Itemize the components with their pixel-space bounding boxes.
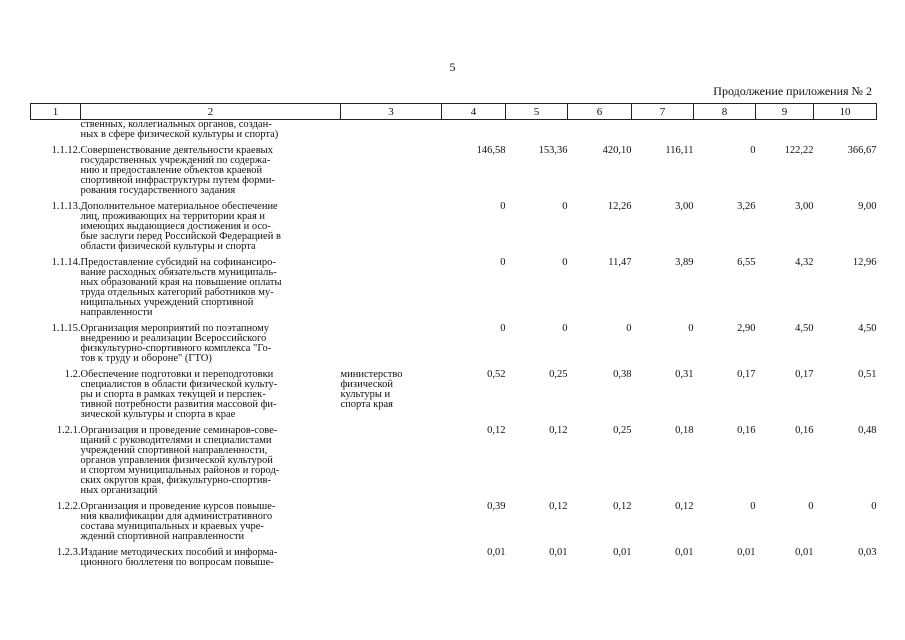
row-description [81,324,341,364]
row-description [81,146,341,196]
description-line: состава муниципальных и краевых учре- [80,521,264,532]
description-line: имеющих выдающиеся достижения и осо- [80,221,271,232]
description-line: рования государственного задания [80,185,236,196]
value-cell: 0 [871,501,877,512]
table-row [31,502,877,542]
responsible-line: спорта края [340,399,393,410]
description-line: ниципальных учреждений спортивной [80,297,254,308]
value-cell: 146,58 [476,145,506,156]
description-line: нию и предоставление объектов краевой [80,165,263,176]
value-cell: 366,67 [847,145,877,156]
responsible-line: министерство [340,369,403,380]
value-cell: 3,00 [795,201,814,212]
description-line: ционного бюллетеня по вопросам повыше- [80,557,274,568]
table-row [31,202,877,252]
table-row [31,324,877,364]
value-cell: 9,00 [858,201,877,212]
value-cell: 153,36 [538,145,568,156]
value-cell: 420,10 [602,145,632,156]
table-row [31,370,877,420]
description-line: ры и спорта в рамках текущей и перспек- [80,389,266,400]
value-cell: 0 [500,323,506,334]
row-code: 1.2.3. [56,547,81,558]
responsible-line: культуры и [340,389,391,400]
row-description [81,548,341,568]
row-description [81,370,341,420]
description-line: Дополнительное материальное обеспечение [80,201,278,212]
description-line: тивной потребности развития массовой фи- [80,399,277,410]
value-cell: 0,52 [487,369,506,380]
description-line: щаний с руководителями и специалистами [80,435,272,446]
column-number: 9 [756,104,814,120]
description-line: и спортом муниципальных районов и город- [80,465,280,476]
value-cell: 12,26 [607,201,632,212]
description-line: ных образований края на повышение оплаты [80,277,282,288]
value-cell: 0 [562,257,568,268]
value-cell: 0,17 [737,369,756,380]
row-responsible [341,548,442,568]
description-line: Организация мероприятий по поэтапному [80,323,270,334]
row-responsible [341,120,442,141]
row-code: 1.1.12. [51,145,81,156]
description-line: направленности [80,307,153,318]
value-cell: 4,50 [795,323,814,334]
value-cell: 0 [750,145,756,156]
value-cell: 12,96 [852,257,877,268]
value-cell: 0 [750,501,756,512]
description-line: труда отдельных категорий работников му- [80,287,274,298]
column-number-row [31,104,877,120]
table-row [31,258,877,318]
value-cell: 116,11 [665,145,694,156]
description-line: Предоставление субсидий на софинансиро- [80,257,276,268]
value-cell: 0,01 [487,547,506,558]
description-line: лиц, проживающих на территории края и [80,211,266,222]
description-line: ных организаций [80,485,158,496]
value-cell: 0,25 [613,425,632,436]
column-number: 1 [31,104,81,120]
value-cell: 0,16 [795,425,814,436]
column-number: 4 [442,104,506,120]
description-line: Издание методических пособий и информа- [80,547,278,558]
value-cell: 0,01 [675,547,694,558]
row-code: 1.1.14. [51,257,81,268]
value-cell: 0,01 [613,547,632,558]
value-cell [632,120,694,141]
value-cell: 0,25 [549,369,568,380]
row-responsible [341,370,442,420]
continuation-label: Продолжение приложения № 2 [713,84,872,98]
value-cell: 0,03 [858,547,877,558]
value-cell: 0,12 [549,501,568,512]
row-responsible [341,146,442,196]
column-number: 6 [568,104,632,120]
value-cell: 0,39 [487,501,506,512]
column-number: 10 [814,104,877,120]
responsible-line: физической [340,379,393,390]
description-line: ственных, коллегиальных органов, создан- [80,119,272,130]
description-line: зической культуры и спорта в крае [80,409,236,420]
value-cell: 0,17 [795,369,814,380]
table-row [31,146,877,196]
value-cell: 0,16 [737,425,756,436]
description-line: области физической культуры и спорта [80,241,256,252]
value-cell [568,120,632,141]
row-code: 1.2.1. [56,425,81,436]
page-number: 5 [449,60,456,74]
description-line: физкультурно-спортивного комплекса "Го- [80,343,272,354]
description-line: ских округов края, физкультурно-спортив- [80,475,271,486]
value-cell: 122,22 [784,145,814,156]
description-line: бые заслуги перед Российской Федерацией в [80,231,281,242]
value-cell: 0,12 [613,501,632,512]
value-cell: 0 [562,201,568,212]
column-number: 8 [694,104,756,120]
description-line: специалистов в области физической культу- [80,379,278,390]
value-cell: 0,01 [795,547,814,558]
table-row [31,426,877,496]
description-line: Организация и проведение семинаров-сове- [80,425,278,436]
row-responsible [341,426,442,496]
value-cell: 0,12 [487,425,506,436]
value-cell [694,120,756,141]
value-cell: 3,00 [675,201,694,212]
row-description [81,426,341,496]
description-line: органов управления физической культурой [80,455,273,466]
value-cell [756,120,814,141]
description-line: учреждений спортивной направленности, [80,445,268,456]
description-line: Совершенствование деятельности краевых [80,145,273,156]
value-cell: 0 [500,201,506,212]
row-responsible [341,502,442,542]
description-line: тов к труду и обороне" (ГТО) [80,353,212,364]
row-code: 1.2. [64,369,81,380]
description-line: ния квалификации для административного [80,511,273,522]
value-cell [442,120,506,141]
value-cell: 2,90 [737,323,756,334]
value-cell: 0 [626,323,632,334]
row-code [31,120,81,141]
value-cell: 0 [688,323,694,334]
row-code: 1.1.15. [51,323,81,334]
value-cell: 0,31 [675,369,694,380]
description-line: ных в сфере физической культуры и спорта) [80,129,279,140]
value-cell: 0,48 [858,425,877,436]
row-description [81,120,341,141]
value-cell: 3,89 [675,257,694,268]
value-cell: 0,12 [675,501,694,512]
column-number: 2 [81,104,341,120]
value-cell: 6,55 [737,257,756,268]
description-line: ждений спортивной направленности [80,531,245,542]
column-number: 3 [341,104,442,120]
description-line: Организация и проведение курсов повыше- [80,501,276,512]
table-row [31,548,877,568]
value-cell: 0,01 [737,547,756,558]
row-responsible [341,202,442,252]
value-cell: 0,12 [549,425,568,436]
row-description [81,502,341,542]
value-cell: 0,38 [613,369,632,380]
row-code: 1.2.2. [56,501,81,512]
value-cell: 3,26 [737,201,756,212]
description-line: вание расходных обязательств муниципаль- [80,267,277,278]
column-number: 5 [506,104,568,120]
value-cell: 0,51 [858,369,877,380]
value-cell: 4,50 [858,323,877,334]
row-description [81,202,341,252]
table-row [31,120,877,141]
value-cell: 0 [500,257,506,268]
row-responsible [341,258,442,318]
description-line: государственных учреждений по содержа- [80,155,271,166]
value-cell [814,120,877,141]
description-line: Обеспечение подготовки и переподготовки [80,369,274,380]
column-number: 7 [632,104,694,120]
row-code: 1.1.13. [51,201,81,212]
value-cell: 0,01 [549,547,568,558]
appendix-table [30,103,877,568]
value-cell: 11,47 [608,257,632,268]
row-description [81,258,341,318]
description-line: спортивной инфраструктуры путем форми- [80,175,275,186]
value-cell: 0 [562,323,568,334]
description-line: внедрению и реализации Всероссийского [80,333,267,344]
row-responsible [341,324,442,364]
value-cell [506,120,568,141]
value-cell: 0,18 [675,425,694,436]
value-cell: 0 [808,501,814,512]
value-cell: 4,32 [795,257,814,268]
